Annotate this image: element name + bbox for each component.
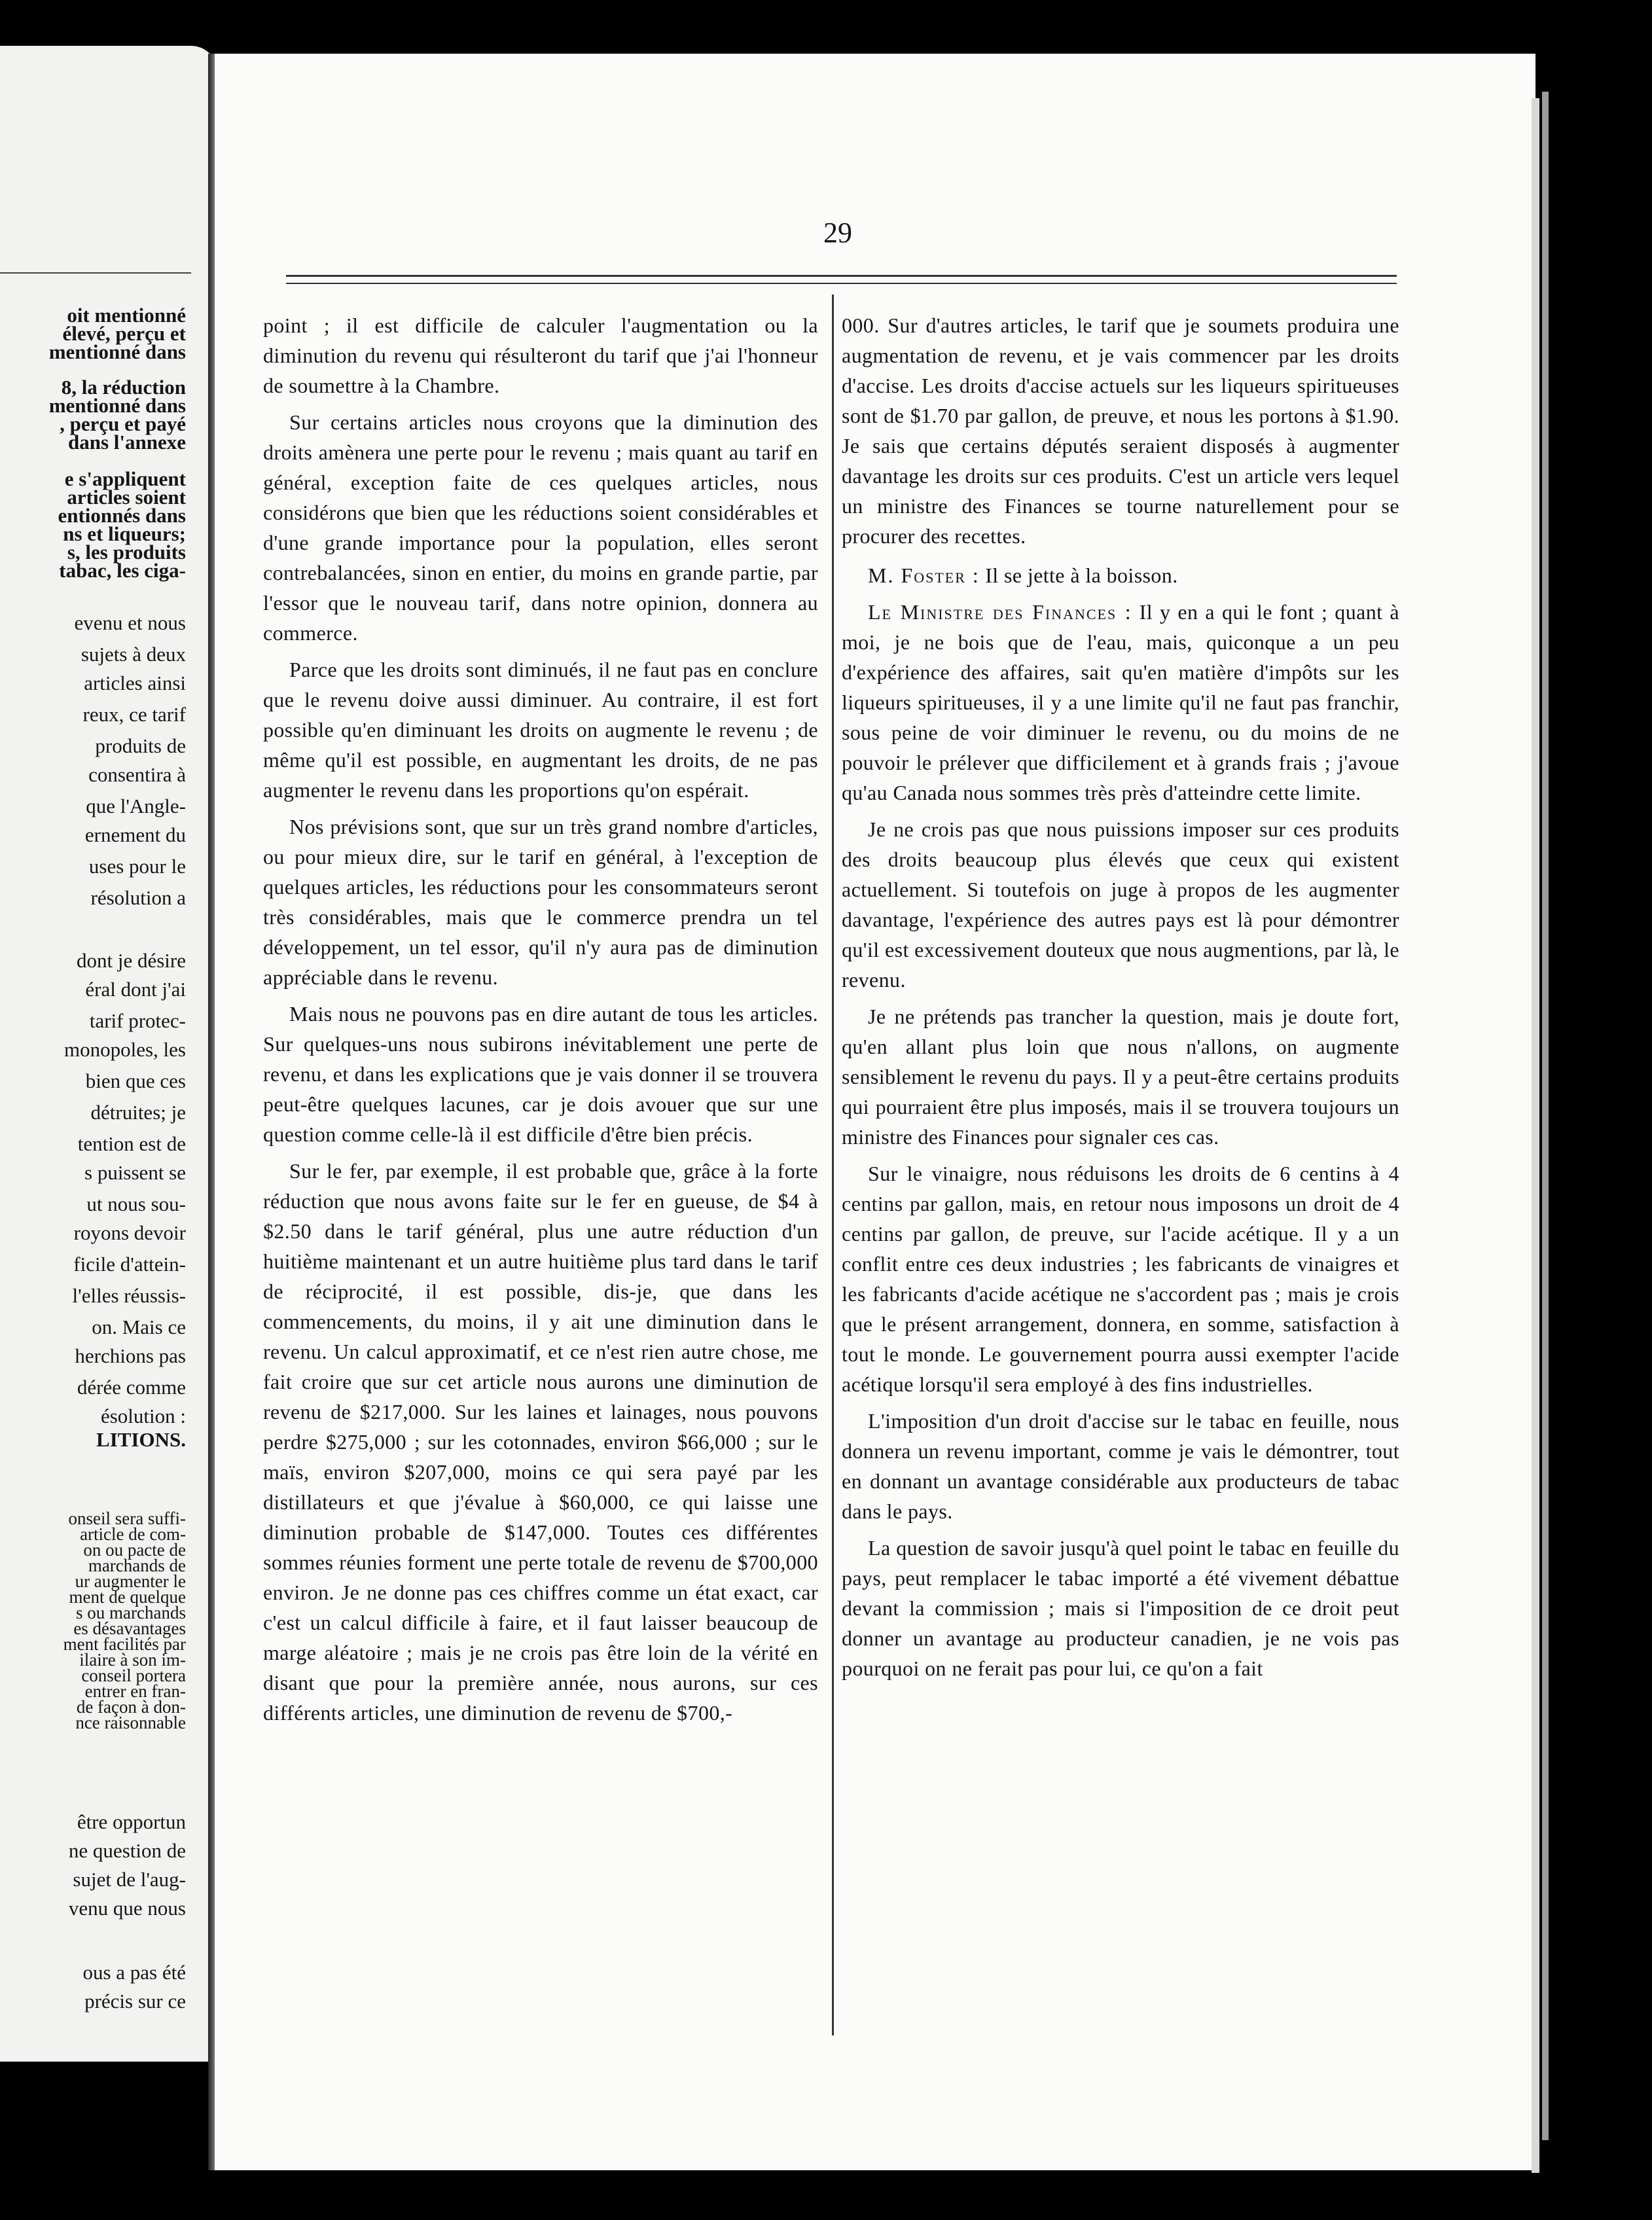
facing-page-line: on ou pacte de [83, 1540, 186, 1560]
speaker-name: M. Foster : [868, 564, 980, 587]
facing-page-line: dérée comme [77, 1376, 186, 1399]
facing-page-line: ment facilités par [63, 1634, 186, 1654]
facing-page-line: ous a pas été [82, 1961, 186, 1984]
header-rule-top [286, 275, 1397, 277]
facing-page-line: venu que nous [68, 1897, 186, 1920]
facing-page-line: précis sur ce [84, 1990, 186, 2013]
facing-page-line: élevé, perçu et [62, 322, 186, 345]
facing-page-line: détruites; je [90, 1101, 186, 1124]
facing-page-line: ficile d'attein- [73, 1253, 186, 1276]
facing-page-line: es désavantages [73, 1619, 186, 1638]
facing-page-line: ut nous sou- [86, 1192, 186, 1215]
paragraph: Mais nous ne pouvons pas en dire autant de tous les articles. Sur quelques-uns nous subirons inévitablement une perte de revenu, et dans les explications que je vais donner il se trouvera peut-être quelques lacunes, car je dois avouer que sur une question comme celle-là il est difficile d'être bien précis. [263, 1002, 818, 1146]
facing-page-rule [0, 272, 191, 274]
facing-page-line: entionnés dans [58, 504, 186, 527]
facing-page-line: bien que ces [85, 1069, 186, 1092]
paragraph: Sur certains articles nous croyons que la diminution des droits amènera une perte pour le revenu ; mais quant au tarif en général, exception faite de ces quelques articles, nous considérons que bien que les réductions soient considérables et d'une grande importance pour la population, elles seront contrebalancées, sinon en entier, du moins en grande partie, par l'essor que le nouveau tarif, dans notre opinion, donnera au commerce. [263, 410, 818, 645]
page-edge-shadow [1542, 92, 1549, 2140]
facing-page-line: onseil sera suffi- [68, 1509, 186, 1528]
facing-page-line: s ou marchands [76, 1603, 186, 1622]
paragraph-text: 000. Sur d'autres articles, le tarif que je soumets produira une augmentation de revenu, et je vais commencer par les droits d'accise. Les droits d'accise actuels sur les liqueurs spiritueuses sont de $1.70 par gallon, de preuve, et nous les portons à $1.90. Je sais que certains députés seraient disposés à augmenter davantage les droits sur ces produits. C'est un article vers lequel un ministre des Finances se tourne naturellement pour se procurer des recettes. [842, 313, 1399, 548]
facing-page [0, 46, 217, 2062]
paragraph [842, 560, 1399, 590]
facing-page-line: s, les produits [67, 541, 186, 564]
facing-page-line: ilaire à son im- [79, 1650, 186, 1670]
facing-page-line: de façon à don- [76, 1697, 186, 1717]
facing-page-line: reux, ce tarif [82, 703, 186, 726]
paragraph [842, 814, 1399, 995]
paragraph [842, 310, 1399, 551]
paragraph: Parce que les droits sont diminués, il ne faut pas en conclure que le revenu doive aussi diminuer. Au contraire, il est fort possible qu'en diminuant les droits on augmente le revenu ; de même qu'il est possible, en augmentant les droits, de ne pas augmenter le revenu dans les proportions qu'on espérait. [263, 658, 818, 802]
facing-page-line: , perçu et payé [60, 412, 186, 435]
facing-page-line: evenu et nous [74, 611, 186, 634]
facing-page-line: articles soient [67, 486, 186, 509]
facing-page-line: royons devoir [73, 1221, 186, 1244]
facing-page-line: consentira à [88, 763, 186, 786]
facing-page-line: tention est de [77, 1132, 186, 1155]
facing-page-line: que l'Angle- [86, 795, 186, 817]
facing-page-line: mentionné dans [48, 340, 186, 363]
facing-page-line: nce raisonnable [75, 1713, 186, 1732]
facing-page-line: on. Mais ce [92, 1316, 186, 1338]
facing-page-line: uses pour le [88, 855, 186, 878]
facing-page-line: marchands de [88, 1556, 186, 1575]
paragraph-text: Je ne prétends pas trancher la question, mais je doute fort, qu'en allant plus loin que nous n'allons, on augmente sensiblement le revenu du pays. Il y a peut-être certains produits qui pourraient être plus imposés, mais il se trouvera toujours un ministre des Finances pour signaler ces cas. [842, 1005, 1399, 1149]
facing-page-line: dans l'annexe [67, 431, 186, 454]
paragraph [842, 1001, 1399, 1152]
facing-page-line: e s'appliquent [64, 467, 186, 490]
facing-page-line: conseil portera [81, 1666, 186, 1685]
facing-page-line: entrer en fran- [84, 1681, 186, 1701]
facing-page-line: LITIONS. [96, 1428, 186, 1451]
facing-page-line: être opportun [77, 1810, 186, 1833]
paragraph: Nos prévisions sont, que sur un très grand nombre d'articles, ou pour mieux dire, sur le tarif en général, à l'exception de quelques articles, les réductions pour les consommateurs seront très considérables, mais que le commerce prendra un tel développement, un tel essor, qu'il n'y aura pas de diminution appréciable dans le revenu. [263, 815, 818, 989]
paragraph: point ; il est difficile de calculer l'augmentation ou la diminution du revenu qui résulteront du tarif que j'ai l'honneur de soumettre à la Chambre. [263, 313, 818, 397]
page-edge [1532, 98, 1539, 2173]
facing-page-line: ésolution : [100, 1405, 186, 1427]
facing-page-line: ernement du [84, 823, 186, 846]
facing-page-line: l'elles réussis- [72, 1284, 186, 1307]
header-rule-bottom [286, 283, 1397, 284]
facing-page-line: éral dont j'ai [85, 978, 186, 1001]
facing-page-line: herchions pas [75, 1344, 186, 1367]
paragraph [842, 1406, 1399, 1526]
paragraph-text: Je ne crois pas que nous puissions imposer sur ces produits des droits beaucoup plus élevés que ceux qui existent actuellement. Si toutefois on juge à propos de les augmenter davantage, l'expérience des autres pays est là pour démontrer qu'il est excessivement douteux que nous augmentions, par là, le revenu. [842, 817, 1399, 992]
facing-page-line: article de com- [80, 1524, 186, 1544]
facing-page-line: articles ainsi [84, 671, 186, 694]
facing-page-line: mentionné dans [48, 394, 186, 417]
facing-page-line: produits de [95, 734, 186, 757]
facing-page-line: 8, la réduction [61, 376, 186, 399]
facing-page-line: résolution a [90, 886, 186, 909]
paragraph-text: Il se jette à la boisson. [985, 564, 1178, 587]
paragraph-text: La question de savoir jusqu'à quel point le tabac en feuille du pays, peut remplacer le tabac importé a été vivement débattue devant la commission ; mais si l'imposition de ce droit peut donner un avantage au producteur canadien, je ne vois pas pourquoi on ne ferait pas pour lui, ce qu'on a fait [842, 1536, 1399, 1680]
page-number: 29 [823, 217, 852, 249]
paragraph-text: L'imposition d'un droit d'accise sur le tabac en feuille, nous donnera un revenu important, comme je vais le démontrer, tout en donnant un avantage considérable aux producteurs de tabac dans le pays. [842, 1409, 1399, 1523]
paragraph [842, 1533, 1399, 1683]
facing-page-line: oit mentionné [67, 304, 186, 327]
facing-page-line: ment de quelque [69, 1587, 186, 1607]
facing-page-line: monopoles, les [64, 1038, 186, 1061]
facing-page-line: ne question de [68, 1839, 186, 1862]
paragraph [842, 597, 1399, 808]
facing-page-line: s puissent se [84, 1161, 186, 1184]
speaker-name: Le Ministre des Finances : [868, 600, 1132, 624]
facing-page-line: sujet de l'aug- [73, 1868, 186, 1891]
paragraph-text: Il y en a qui le font ; quant à moi, je ne bois que de l'eau, mais, quiconque a un peu d'expérience des affaires, sait qu'en matière d'impôts sur les liqueurs spiritueuses, il y a une limite qu'il ne faut pas franchir, sous peine de voir diminuer le revenu, ou du moins de ne pouvoir le prélever que difficilement et à grands frais ; j'avoue qu'au Canada nous sommes très près d'atteindre cette limite. [842, 600, 1399, 804]
facing-page-line: sujets à deux [81, 643, 186, 666]
paragraph [842, 1158, 1399, 1399]
right-column [842, 310, 1399, 1690]
facing-page-line: ur augmenter le [75, 1571, 186, 1591]
left-column [263, 310, 818, 1734]
facing-page-line: tarif protec- [89, 1009, 186, 1032]
facing-page-line: tabac, les ciga- [59, 559, 186, 582]
column-divider [832, 295, 834, 2035]
paragraph-text: Sur le vinaigre, nous réduisons les droits de 6 centins à 4 centins par gallon, mais, en retour nous imposons un droit de 4 centins par gallon, de preuve, sur l'acide acétique. Il y a un conflit entre ces deux industries ; les fabricants de vinaigres et les fabricants d'acide acétique ne s'accordent pas ; mais je crois que le présent arrangement, donnera, en somme, satisfaction à tout le monde. Le gouvernement pourra aussi exempter l'acide acétique lorsqu'il sera employé à des fins industrielles. [842, 1162, 1399, 1396]
paragraph: Sur le fer, par exemple, il est probable que, grâce à la forte réduction que nous avons faite sur le fer en gueuse, de $4 à $2.50 dans le tarif général, plus une autre réduction d'un huitième maintenant et un autre huitième plus tard dans le tarif de réciprocité, il est possible, dis-je, que dans les commencements, du moins, il y ait une diminution dans le revenu. Un calcul approximatif, et ce n'est rien autre chose, me fait croire que sur cet article nous aurons une diminution de revenu de $217,000. Sur les laines et lainages, nous pouvons perdre $275,000 ; sur les cotonnades, environ $66,000 ; sur le maïs, environ $207,000, moins ce qui sera payé par les distillateurs et que j'évalue à $60,000, ce qui laisse une diminution probable de $147,000. Toutes ces différentes sommes réunies forment une perte totale de revenu de $700,000 environ. Je ne donne pas ces chiffres comme un état exact, car c'est un calcul difficile à faire, et il faut laisser beaucoup de marge aléatoire ; mais je ne crois pas être loin de la vérité en disant que pour la première année, nous aurons, sur ces différents articles, une diminution de revenu de $700,- [263, 1159, 818, 1725]
facing-page-line: ns et liqueurs; [63, 522, 186, 545]
facing-page-line: dont je désire [76, 949, 186, 972]
